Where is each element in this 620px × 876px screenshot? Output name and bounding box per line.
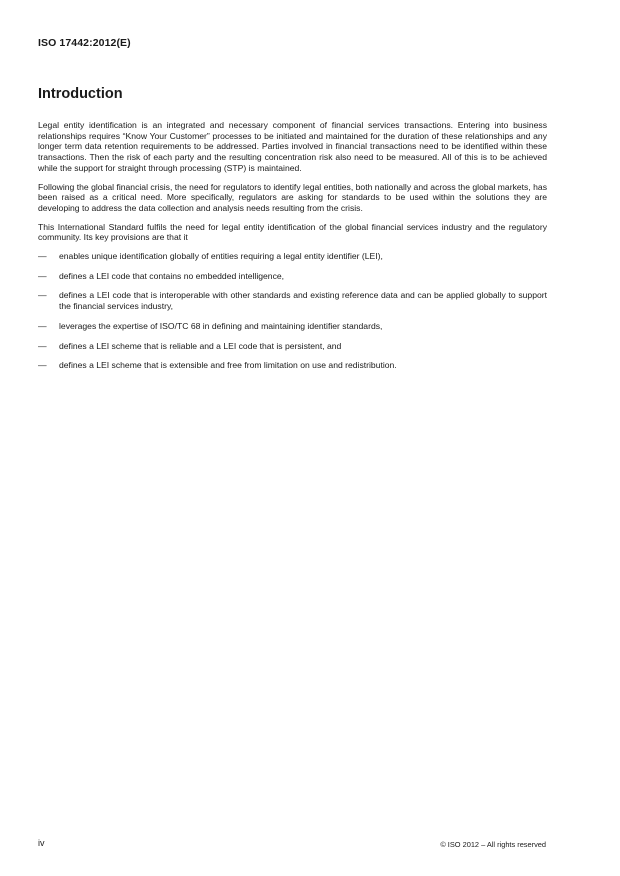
page-number: iv [38, 838, 45, 848]
provisions-list [38, 251, 547, 371]
section-title: Introduction [38, 86, 123, 102]
em-dash-bullet: — [38, 251, 47, 262]
list-item [38, 341, 547, 352]
list-item-text: defines a LEI code that contains no embedded intelligence, [59, 270, 285, 281]
paragraph-intro: Legal entity identification is an integrated and necessary component of financial services transactions. Entering into business relationships requires “Know Your Customer” processes to be initiated and maintained for the duration of these relationships and any longer term data retention requirements to be addressed. Parties involved in financial transactions need to be identified within these transactions. Then the risk of each party and the resulting concentration risk also need to be measured. All of this is to be achieved while the support for straight through processing (STP) is maintained. [38, 120, 547, 173]
paragraph-provisions-lead: This International Standard fulfils the need for legal entity identification of the global financial services industry and the regulatory community. Its key provisions are that it [38, 221, 547, 243]
em-dash-bullet: — [38, 360, 47, 371]
list-item [38, 290, 547, 311]
list-item [38, 251, 547, 262]
paragraph-crisis: Following the global financial crisis, the need for regulators to identify legal entities, both nationally and across the global markets, has been raised as a critical need. More specifically, regulators are asking for standards to be used within the solutions they are developing to address the data collection and analysis needs resulting from the crisis. [38, 181, 547, 213]
em-dash-bullet: — [38, 340, 47, 351]
list-item-text: leverages the expertise of ISO/TC 68 in defining and maintaining identifier standards, [59, 320, 383, 331]
list-item-text: defines a LEI scheme that is extensible and free from limitation on use and redistribution. [59, 360, 397, 371]
em-dash-bullet: — [38, 290, 47, 301]
section-body [38, 120, 547, 380]
list-item [38, 360, 547, 371]
list-item [38, 271, 547, 282]
list-item-text: defines a LEI scheme that is reliable and a LEI code that is persistent, and [59, 340, 342, 351]
em-dash-bullet: — [38, 320, 47, 331]
em-dash-bullet: — [38, 270, 47, 281]
list-item-text: enables unique identification globally of entities requiring a legal entity identifier (LEI), [59, 251, 383, 262]
document-id-header: ISO 17442:2012(E) [38, 37, 131, 49]
list-item-text: defines a LEI code that is interoperable with other standards and existing reference data and can be applied globally to support the financial services industry, [59, 290, 547, 312]
copyright-notice: © ISO 2012 – All rights reserved [440, 840, 546, 849]
list-item [38, 321, 547, 332]
